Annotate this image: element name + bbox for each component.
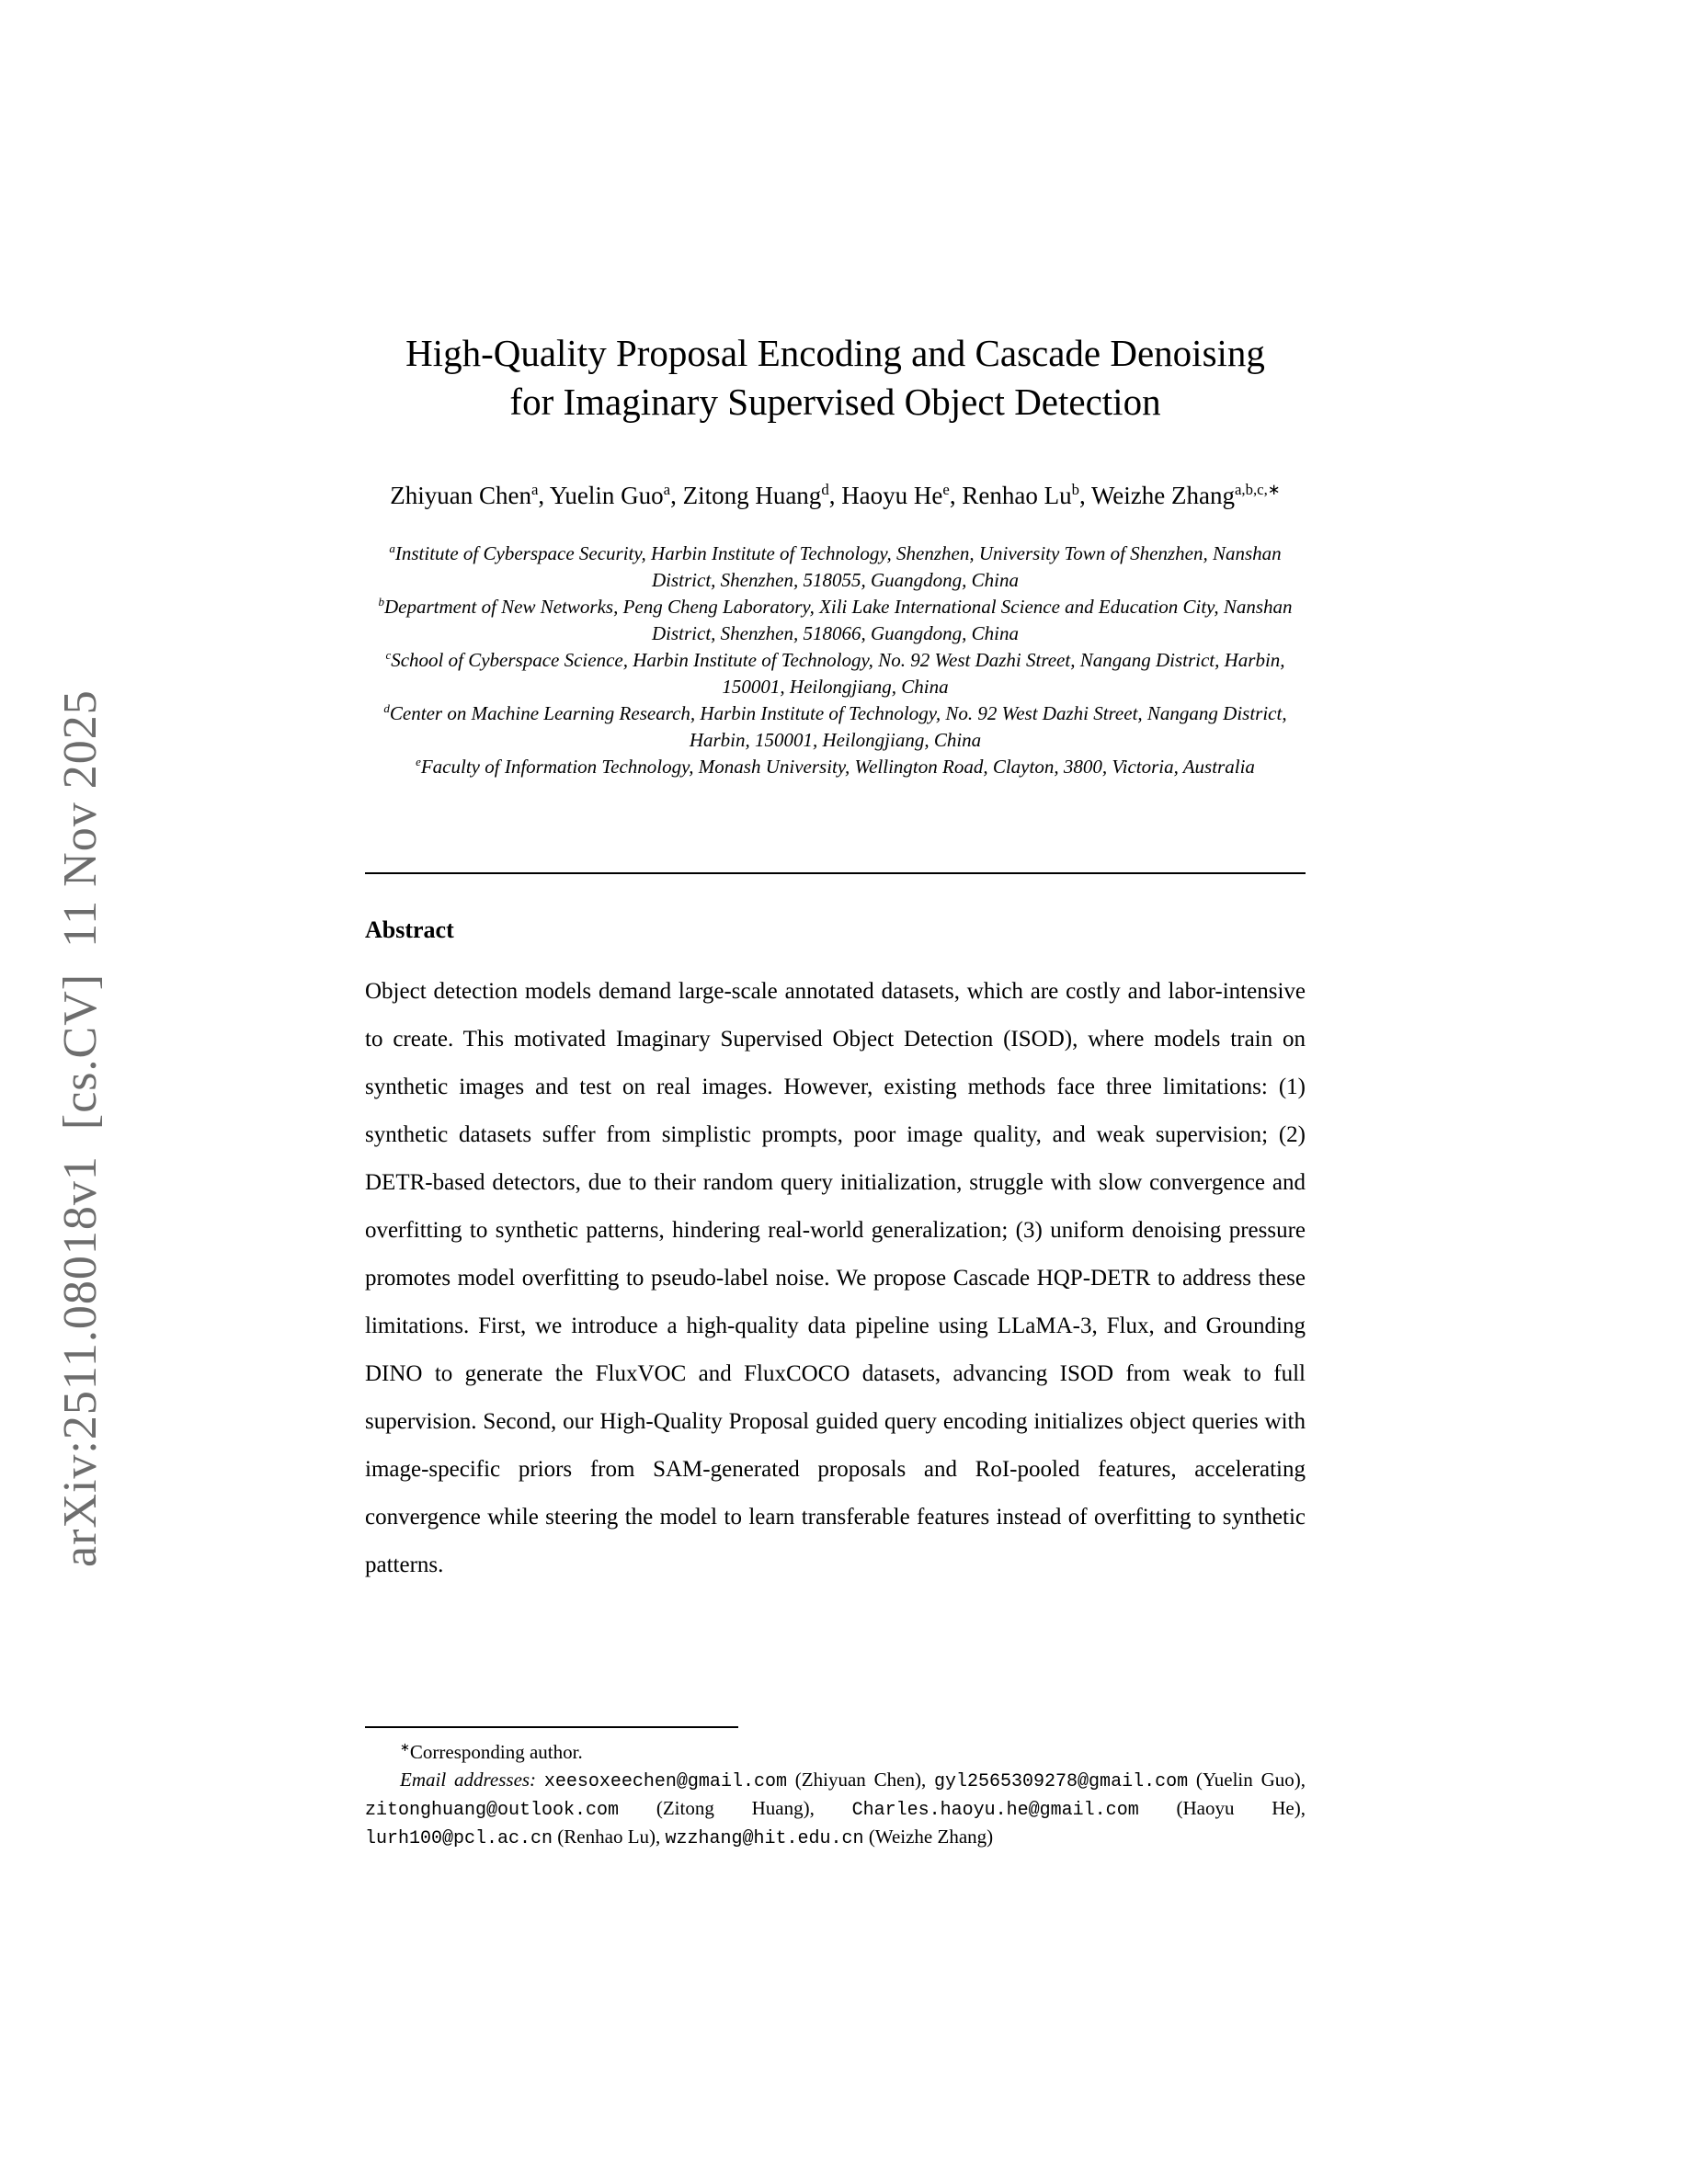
affiliation-mark: c — [385, 648, 392, 662]
author-separator: , — [538, 482, 550, 509]
email-label: Email addresses: — [400, 1769, 537, 1791]
affiliation-mark: d — [383, 701, 390, 715]
author-list — [365, 478, 1306, 513]
email-address: Charles.haoyu.he@gmail.com — [851, 1800, 1139, 1821]
title-line-1: High-Quality Proposal Encoding and Cascade Denoising — [405, 332, 1265, 374]
email-name: (Haoyu He), — [1138, 1797, 1306, 1819]
affiliation-text: Faculty of Information Technology, Monash University, Wellington Road, Clayton, 3800, Victoria, Australia — [420, 756, 1255, 778]
author-affil-mark: a — [663, 481, 671, 498]
author-name: Haoyu He — [841, 482, 943, 509]
abstract-text: Object detection models demand large-scale annotated datasets, which are costly and labor-intensive to create. This motivated Imaginary Supervised Object Detection (ISOD), where models train on synthetic images and test on real images. However, existing methods face three limitations: (1) synthetic datasets suffer from simplistic prompts, poor image quality, and weak supervision; (2) DETR-based detectors, due to their random query initialization, struggle with slow convergence and overfitting to synthetic patterns, hindering real-world generalization; (3) uniform denoising pressure promotes model overfitting to pseudo-label noise. We propose Cascade HQP-DETR to address these limitations. First, we introduce a high-quality data pipeline using LLaMA-3, Flux, and Grounding DINO to generate the FluxVOC and FluxCOCO datasets, advancing ISOD from weak to full supervision. Second, our High-Quality Proposal guided query encoding initializes object queries with image-specific priors from SAM-generated proposals and RoI-pooled features, accelerating convergence while steering the model to learn transferable features instead of overfitting to synthetic patterns. — [365, 979, 1306, 1577]
affiliation — [374, 754, 1296, 780]
author-affil-mark: d — [821, 481, 829, 498]
author — [550, 482, 683, 509]
author-affil-mark: a,b,c,∗ — [1234, 481, 1281, 498]
affiliation — [374, 540, 1296, 594]
email-name: (Yuelin Guo), — [1188, 1769, 1306, 1791]
author-name: Zitong Huang — [682, 482, 822, 509]
footnote-rule — [365, 1726, 738, 1728]
affiliation — [374, 594, 1296, 647]
author-affil-mark: e — [942, 481, 950, 498]
affiliation — [374, 647, 1296, 700]
author-affil-mark: b — [1071, 481, 1079, 498]
paper-title — [365, 329, 1306, 427]
author-name: Weizhe Zhang — [1090, 482, 1235, 509]
affiliation-mark: b — [378, 595, 384, 609]
author — [683, 482, 842, 509]
email-address: xeesoxeechen@gmail.com — [543, 1771, 787, 1792]
author — [841, 482, 962, 509]
affiliation-mark: a — [389, 541, 395, 555]
author-affil-mark: a — [530, 481, 539, 498]
email-name: (Zhiyuan Chen), — [786, 1769, 935, 1791]
email-address: zitonghuang@outlook.com — [365, 1800, 620, 1821]
email-address: lurh100@pcl.ac.cn — [365, 1828, 553, 1849]
email-name: (Weizhe Zhang) — [863, 1826, 994, 1848]
affiliation-text: Institute of Cyberspace Security, Harbin Institute of Technology, Shenzhen, University Town of Shenzhen, Nanshan District, Shenzhen, 518055, Guangdong, China — [394, 542, 1282, 591]
author-separator: , — [828, 482, 842, 509]
author-name: Yuelin Guo — [549, 482, 664, 509]
affiliation-text: School of Cyberspace Science, Harbin Institute of Technology, No. 92 West Dazhi Street, Nangang District, Harbin, 150001, Heilongjiang, China — [391, 649, 1285, 698]
author — [1091, 482, 1281, 509]
email-name: (Renhao Lu), — [553, 1826, 666, 1848]
email-address: wzzhang@hit.edu.cn — [665, 1828, 864, 1849]
footnote — [365, 1726, 1306, 1852]
affiliation-mark: e — [416, 755, 421, 768]
author — [390, 482, 550, 509]
email-addresses — [365, 1767, 1306, 1852]
arxiv-watermark: arXiv:2511.08018v1 [cs.CV] 11 Nov 2025 — [54, 689, 107, 1567]
paper-content — [365, 329, 1306, 1589]
corresponding-text: Corresponding author. — [409, 1741, 583, 1763]
affiliation-text: Department of New Networks, Peng Cheng Laboratory, Xili Lake International Science and Education City, Nanshan District, Shenzhen, 518066, Guangdong, China — [384, 596, 1293, 644]
affiliation — [374, 700, 1296, 754]
author-separator: , — [670, 482, 683, 509]
author — [962, 482, 1091, 509]
author-name: Renhao Lu — [962, 482, 1072, 509]
affiliation-text: Center on Machine Learning Research, Harbin Institute of Technology, No. 92 West Dazhi Street, Nangang District, Harbin, 150001, Heilongjiang, China — [389, 702, 1287, 751]
author-separator: , — [949, 482, 963, 509]
corresponding-author-note — [365, 1739, 1306, 1765]
author-name: Zhiyuan Chen — [390, 482, 531, 509]
title-line-2: for Imaginary Supervised Object Detection — [509, 381, 1161, 423]
asterisk-mark: ∗ — [400, 1740, 410, 1754]
abstract-divider-rule — [365, 872, 1306, 874]
affiliation-list — [365, 540, 1306, 780]
author-separator: , — [1078, 482, 1091, 509]
abstract-heading: Abstract — [365, 916, 454, 943]
email-address: gyl2565309278@gmail.com — [934, 1771, 1189, 1792]
email-name: (Zitong Huang), — [619, 1797, 852, 1819]
